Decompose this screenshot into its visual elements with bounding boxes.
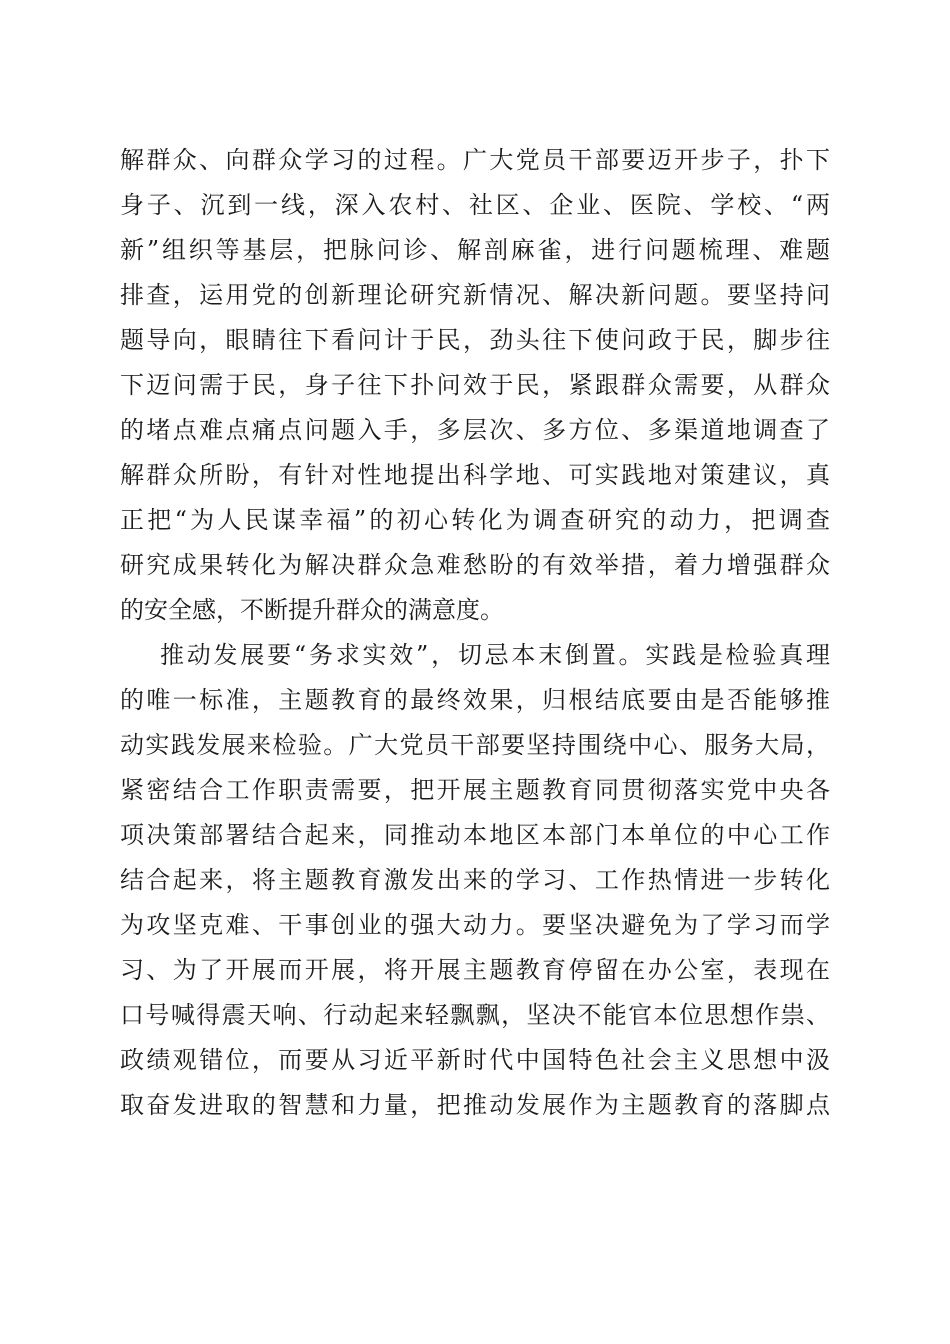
text-line: 结合起来，将主题教育激发出来的学习、工作热情进一步转化 [120, 866, 830, 894]
text-line: 政绩观错位，而要从习近平新时代中国特色社会主义思想中汲 [120, 1046, 830, 1074]
text-line: 口号喊得震天响、行动起来轻飘飘，坚决不能官本位思想作祟、 [120, 1001, 830, 1029]
text-line: 紧密结合工作职责需要，把开展主题教育同贯彻落实党中央各 [120, 776, 830, 804]
text-line: 取奋发进取的智慧和力量，把推动发展作为主题教育的落脚点 [120, 1091, 830, 1119]
text-line: 项决策部署结合起来，同推动本地区本部门本单位的中心工作 [120, 821, 830, 849]
text-line: 的堵点难点痛点问题入手，多层次、多方位、多渠道地调查了 [120, 416, 830, 444]
text-line: 为攻坚克难、干事创业的强大动力。要坚决避免为了学习而学 [120, 911, 830, 939]
text-line: 排查，运用党的创新理论研究新情况、解决新问题。要坚持问 [120, 281, 830, 309]
text-line: 研究成果转化为解决群众急难愁盼的有效举措，着力增强群众 [120, 551, 830, 579]
text-line: 下迈问需于民，身子往下扑问效于民，紧跟群众需要，从群众 [120, 371, 830, 399]
text-line: 正把“为人民谋幸福”的初心转化为调查研究的动力，把调查 [120, 506, 830, 534]
text-line: 题导向，眼睛往下看问计于民，劲头往下使问政于民，脚步往 [120, 326, 830, 354]
text-line: 动实践发展来检验。广大党员干部要坚持围绕中心、服务大局， [120, 731, 830, 759]
text-line: 的唯一标准，主题教育的最终效果，归根结底要由是否能够推 [120, 686, 830, 714]
paragraph-first-line: 推动发展要“务求实效”，切忌本末倒置。实践是检验真理 [160, 641, 830, 669]
text-line: 习、为了开展而开展，将开展主题教育停留在办公室，表现在 [120, 956, 830, 984]
text-line: 解群众、向群众学习的过程。广大党员干部要迈开步子，扑下 [120, 146, 830, 174]
text-line: 新”组织等基层，把脉问诊、解剖麻雀，进行问题梳理、难题 [120, 236, 830, 264]
text-line: 身子、沉到一线，深入农村、社区、企业、医院、学校、“两 [120, 191, 830, 219]
text-line: 的安全感，不断提升群众的满意度。 [120, 596, 504, 624]
text-line: 解群众所盼，有针对性地提出科学地、可实践地对策建议，真 [120, 461, 830, 489]
